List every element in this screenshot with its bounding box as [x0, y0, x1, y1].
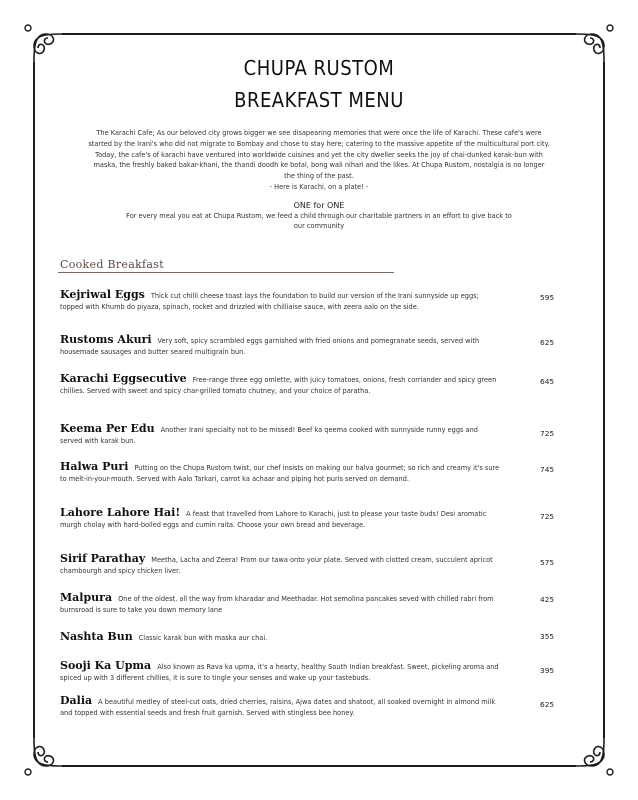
- menu-item-rustoms-akuri: [60, 335, 500, 357]
- item-description: Classic karak bun with maska aur chai.: [138, 634, 268, 642]
- item-name: Malpura: [60, 591, 113, 604]
- item-name: Dalia: [60, 694, 93, 707]
- item-price: 625: [540, 338, 555, 347]
- menu-item-nashta-bun: [60, 632, 500, 644]
- item-description: Very soft, spicy scrambled eggs garnished with fried onions and pomegranate seeds, served with housemade sausages and butter seared multigrain bun.: [60, 337, 480, 356]
- section-title: Cooked Breakfast: [60, 258, 164, 271]
- item-price: 645: [540, 377, 555, 386]
- one-for-one-text: For every meal you eat at Chupa Rustom, we feed a child through our charitable partners in an effort to give back to our community: [126, 212, 512, 230]
- item-price: 355: [540, 632, 555, 641]
- section-divider: [58, 272, 394, 273]
- intro-paragraph: [88, 128, 550, 193]
- item-description: Free-range three egg omlette, with juicy tomatoes, onions, fresh corriander and spicy green chillies. Served with sweet and spicy char-grilled tomato chutney, and your choice of paratha.: [60, 376, 497, 395]
- menu-title-line1: CHUPA RUSTOM: [243, 56, 395, 80]
- menu-item-lahore-lahore-hai: [60, 508, 500, 530]
- item-price: 725: [540, 429, 555, 438]
- menu-item-dalia: [60, 696, 500, 718]
- intro-tagline: - Here is Karachi, on a plate! -: [269, 182, 369, 191]
- item-name: Lahore Lahore Hai!: [60, 506, 181, 519]
- item-name: Karachi Eggsecutive: [60, 372, 187, 385]
- item-name: Kejriwal Eggs: [60, 288, 145, 301]
- menu-item-malpura: [60, 593, 500, 615]
- item-price: 575: [540, 558, 555, 567]
- intro-text: The Karachi Cafe; As our beloved city grows bigger we see disapearing memories that were once the life of Karachi. These cafe's were started by the Irani's who did not migrate to Bombay and chose to stay here; catering to the massive appetite of the multicultural port city. Today, the cafe's of karachi have ventured into worldwide cuisines and yet the city dweller seeks the joy of chai-dunked karak-bun with maska, the freshly baked bakar-khani, the thandi doodh ke botal, bong wali nihari and the likes. At Chupa Rustom, nostalgia is no longer the thing of the past.: [88, 129, 550, 181]
- menu-item-keema-per-edu: [60, 424, 500, 446]
- item-description: A beautiful medley of steel-cut oats, dried cherries, raisins, Ajwa dates and shatoot, all soaked overnight in almond milk and topped with essential seeds and fresh fruit garnish. Served with stingless bee honey.: [60, 698, 496, 717]
- menu-item-karachi-eggsecutive: [60, 374, 500, 396]
- item-price: 395: [540, 666, 555, 675]
- item-description: Putting on the Chupa Rustom twist, our chef insists on making our halva gourmet; so rich and creamy it's sure to melt-in-your-mouth. Served with Aalo Tarkari, carrot ka achaar and piping hot puris served on demand.: [60, 464, 500, 483]
- menu-item-sooji-ka-upma: [60, 661, 500, 683]
- one-for-one-title: ONE for ONE: [293, 201, 345, 210]
- menu-title-line2: BREAKFAST MENU: [234, 88, 404, 112]
- item-name: Sirif Parathay: [60, 552, 146, 565]
- item-description: One of the oldest, all the way from kharadar and Meethadar. Hot semolina pancakes seved with chilled rabri from burnsroad is sure to take you down memory lane: [60, 595, 494, 614]
- item-price: 425: [540, 595, 555, 604]
- item-description: A feast that travelled from Lahore to Karachi, just to please your taste buds! Desi aromatic murgh cholay with hard-boiled eggs and cumin raita. Choose your own bread and beverage.: [60, 510, 487, 529]
- item-description: Meetha, Lacha and Zeera! From our tawa onto your plate. Served with clotted cream, succulent apricot chambourgh and spicy chicken liver.: [60, 556, 493, 575]
- menu-item-kejriwal-eggs: [60, 290, 500, 312]
- item-price: 595: [540, 293, 555, 302]
- item-price: 625: [540, 700, 555, 709]
- item-name: Rustoms Akuri: [60, 333, 152, 346]
- item-name: Halwa Puri: [60, 460, 129, 473]
- corner-ornament-bottom-left: [20, 732, 68, 780]
- item-description: Also known as Rava ka upma, it's a hearty, healthy South Indian breakfast. Sweet, pickeling aroma and spiced up with 3 different chillies, it is sure to tingle your senses and wake up your tastebuds.: [60, 663, 499, 682]
- border-bottom-line: [62, 765, 576, 767]
- menu-item-sirif-parathay: [60, 554, 500, 576]
- menu-item-halwa-puri: [60, 462, 500, 484]
- item-name: Keema Per Edu: [60, 422, 155, 435]
- border-top-line: [62, 33, 576, 35]
- item-name: Nashta Bun: [60, 630, 133, 643]
- item-price: 725: [540, 512, 555, 521]
- item-name: Sooji Ka Upma: [60, 659, 152, 672]
- border-left-line: [33, 62, 35, 738]
- corner-ornament-bottom-right: [570, 732, 618, 780]
- item-description: Thick cut chilli cheese toast lays the foundation to build our version of the Irani sunnyside up eggs; topped with Khumb do piyaza, spinach, rocket and drizzled with chilliaise sauce, with zeera aalo on the side.: [60, 292, 479, 311]
- item-price: 745: [540, 465, 555, 474]
- item-description: Another Irani specialty not to be missed! Beef ka qeema cooked with sunnyside runny eggs and served with karak bun.: [60, 426, 478, 445]
- border-right-line: [603, 62, 605, 738]
